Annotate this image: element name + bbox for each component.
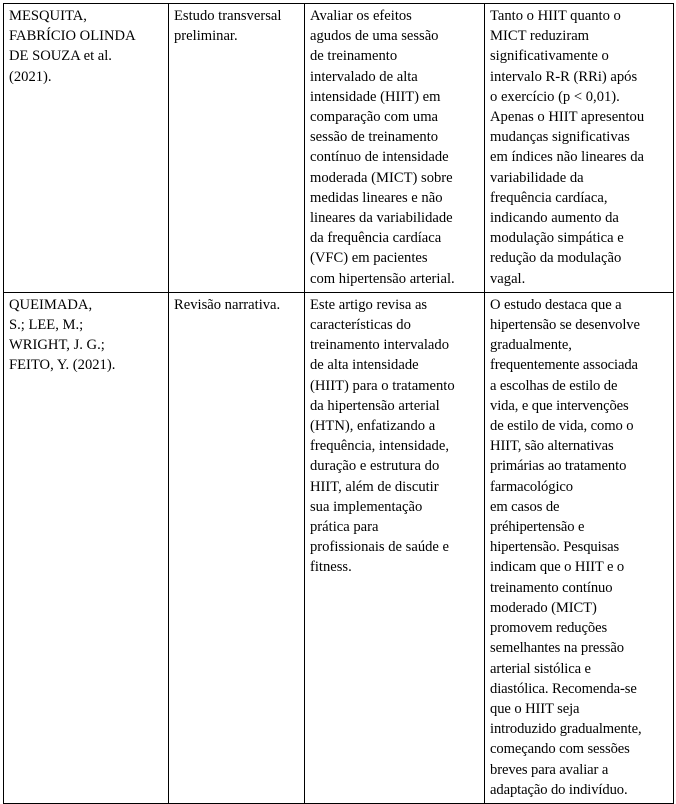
objective-text: Avaliar os efeitos agudos de uma sessão de treinamento intervalado de alta intensidade (HIIT) em comparação com uma sessão de treinamento contínuo de intensidade moderada (MICT) sobre medidas lineares e não lineares da variabilidade da frequência cardíaca (VFC) em pacientes com hipertensão arterial.	[310, 8, 455, 287]
results-text: Tanto o HIIT quanto o MICT reduziram significativamente o intervalo R-R (RRi) após o exercício (p < 0,01). Apenas o HIIT apresentou mudanças significativas em índices não lineares da variabilidade da frequência cardíaca, indicando aumento da modulação simpática e redução da modulação vagal.	[490, 8, 645, 287]
author-text: QUEIMADA, S.; LEE, M.; WRIGHT, J. G.; FEITO, Y. (2021).	[9, 296, 116, 374]
objective-text: Este artigo revisa as características do treinamento intervalado de alta intensidade (HIIT) para o tratamento da hipertensão arterial (HTN), enfatizando a frequência, intensidade, duração e estrutura do HIIT, além de discutir sua implementação prática para profissionais de saúde e fitness.	[310, 296, 455, 576]
table-row	[4, 292, 674, 803]
objective-cell	[305, 292, 485, 803]
study-type-text: Estudo transversal preliminar.	[174, 8, 282, 45]
results-text: O estudo destaca que a hipertensão se desenvolve gradualmente, frequentemente associada a escolhas de estilo de vida, e que intervenções de estilo de vida, como o HIIT, são alternativas primárias ao tratamento farmacológico em casos de préhipertensão e hipertensão. Pesquisas indicam que o HIIT e o treinamento contínuo moderado (MICT) promovem reduções semelhantes na pressão arterial sistólica e diastólica. Recomenda-se que o HIIT seja introduzido gradualmente, começando com sessões breves para avaliar a adaptação do indivíduo.	[490, 296, 642, 798]
literature-review-table	[3, 3, 674, 804]
objective-cell	[305, 4, 485, 293]
results-cell	[485, 292, 674, 803]
table-row	[4, 4, 674, 293]
results-cell	[485, 4, 674, 293]
study-type-cell	[169, 292, 305, 803]
author-text: MESQUITA, FABRÍCIO OLINDA DE SOUZA et al. (2021).	[9, 8, 136, 85]
study-type-text: Revisão narrativa.	[174, 296, 281, 313]
study-type-cell	[169, 4, 305, 293]
author-cell	[4, 292, 169, 803]
author-cell	[4, 4, 169, 293]
